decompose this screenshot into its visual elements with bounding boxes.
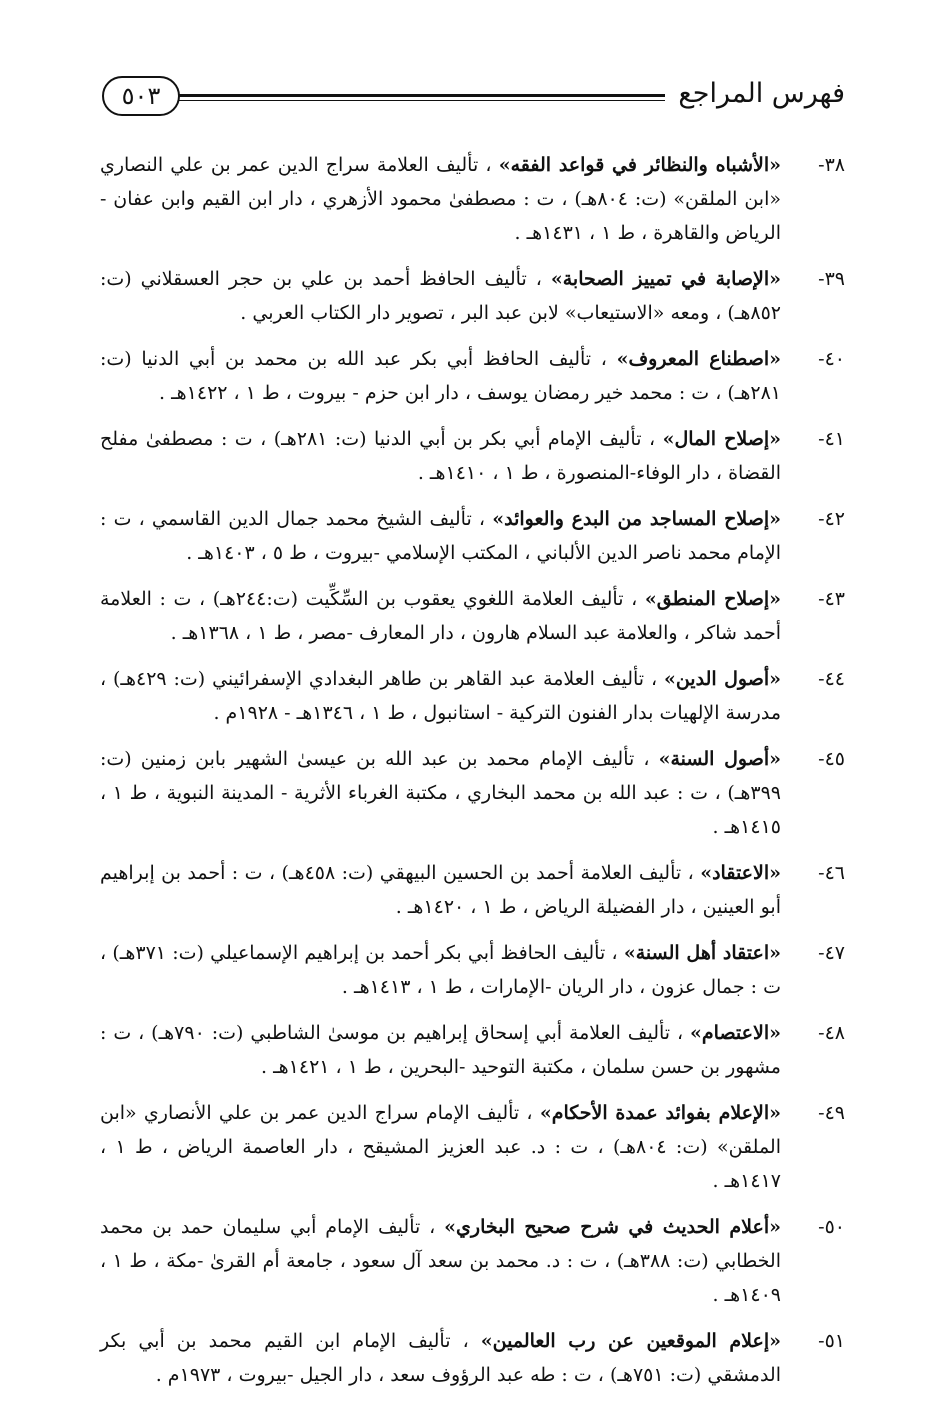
- entry-text: [100, 1210, 781, 1312]
- entry-text: [100, 262, 781, 330]
- reference-entry: [100, 148, 845, 250]
- entry-details: ، تأليف العلامة عبد القاهر بن طاهر البغدادي الإسفرائيني (ت: ٤٢٩هـ) ، مدرسة الإلهيات بدار الفنون التركية - استانبول ، ط ١ ، ١٣٤٦هـ - ١٩٢٨م .: [100, 668, 781, 724]
- entry-title: «إصلاح المنطق»: [644, 588, 781, 610]
- entry-title: «الإعلام بفوائد عمدة الأحكام»: [539, 1102, 781, 1124]
- entry-title: «الاعتصام»: [690, 1022, 781, 1044]
- reference-entry: [100, 742, 845, 844]
- reference-entry: [100, 502, 845, 570]
- entry-title: «إصلاح المال»: [662, 428, 782, 450]
- entry-number: ٥١-: [818, 1330, 845, 1352]
- reference-entry: [100, 936, 845, 1004]
- entry-number: ٤٥-: [818, 748, 845, 770]
- reference-entry: [100, 1016, 845, 1084]
- entry-text: [100, 502, 781, 570]
- entry-details: ، تأليف الإمام ابن القيم محمد بن أبي بكر الدمشقي (ت: ٧٥١هـ) ، ت : طه عبد الرؤوف سعد ، دار الجيل -بيروت ، ١٩٧٣م .: [100, 1330, 781, 1386]
- entry-text: [100, 742, 781, 844]
- entry-number: ٤١-: [818, 428, 845, 450]
- entry-text: [100, 582, 781, 650]
- header-title: فهرس المراجع: [678, 78, 845, 109]
- entry-text: [100, 1096, 781, 1198]
- entry-number: ٤٢-: [818, 508, 845, 530]
- entry-title: «الأشباه والنظائر في قواعد الفقه»: [498, 154, 781, 176]
- entry-details: ، تأليف العلامة اللغوي يعقوب بن السِّكِّيت (ت:٢٤٤هـ) ، ت : العلامة أحمد شاكر ، والعلامة عبد السلام هارون ، دار المعارف -مصر ، ط ١ ، ١٣٦٨هـ .: [100, 588, 781, 644]
- reference-entry: [100, 342, 845, 410]
- entry-text: [100, 422, 781, 490]
- entry-number: ٣٨-: [818, 154, 845, 176]
- entry-number: ٣٩-: [818, 268, 845, 290]
- entry-details: ، تأليف العلامة أبي إسحاق إبراهيم بن موسىٰ الشاطبي (ت: ٧٩٠هـ) ، ت : مشهور بن حسن سلمان ، مكتبة التوحيد -البحرين ، ط ١ ، ١٤٢١هـ .: [100, 1022, 781, 1078]
- reference-entry: [100, 422, 845, 490]
- reference-entry: [100, 856, 845, 924]
- reference-entry: [100, 662, 845, 730]
- entry-details: ، تأليف الإمام محمد بن عبد الله بن عيسىٰ الشهير بابن زمنين (ت: ٣٩٩هـ) ، ت : عبد الله بن محمد البخاري ، مكتبة الغرباء الأثرية - المدينة النبوية ، ط ١ ، ١٤١٥هـ .: [100, 748, 782, 838]
- entry-details: ، تأليف العلامة سراج الدين عمر بن علي النصاري «ابن الملقن» (ت: ٨٠٤هـ) ، ت : مصطفىٰ محمود الأزهري ، دار ابن القيم وابن عفان - الرياض والقاهرة ، ط ١ ، ١٤٣١هـ .: [100, 154, 781, 244]
- entry-text: [100, 1016, 781, 1084]
- page-header: [100, 70, 845, 120]
- entry-title: «اعتقاد أهل السنة»: [623, 942, 781, 964]
- entry-title: «اصطناع المعروف»: [616, 348, 781, 370]
- entry-details: ، تأليف الإمام أبي سليمان حمد بن محمد الخطابي (ت: ٣٨٨هـ) ، ت : د. محمد بن سعد آل سعود ، جامعة أم القرىٰ -مكة ، ط ١ ، ١٤٠٩هـ .: [100, 1216, 781, 1306]
- entry-text: [100, 662, 781, 730]
- header-rule: [170, 94, 665, 101]
- entry-title: «أصول السنة»: [658, 748, 781, 770]
- entry-number: ٤٩-: [818, 1102, 845, 1124]
- entry-title: «أعلام الحديث في شرح صحيح البخاري»: [444, 1216, 781, 1238]
- entry-title: «إصلاح المساجد من البدع والعوائد»: [492, 508, 781, 530]
- entry-details: ، تأليف الإمام أبي بكر بن أبي الدنيا (ت: ٢٨١هـ) ، ت : مصطفىٰ مفلح القضاة ، دار الوفاء-المنصورة ، ط ١ ، ١٤١٠هـ .: [100, 428, 781, 484]
- entry-details: ، تأليف الحافظ أبي بكر أحمد بن إبراهيم الإسماعيلي (ت: ٣٧١هـ) ، ت : جمال عزون ، دار الريان -الإمارات ، ط ١ ، ١٤١٣هـ .: [100, 942, 781, 998]
- entry-text: [100, 856, 781, 924]
- entry-text: [100, 1324, 781, 1392]
- entry-number: ٤٦-: [818, 862, 845, 884]
- entry-number: ٤٣-: [818, 588, 845, 610]
- entry-details: ، تأليف الحافظ أحمد بن علي بن حجر العسقلاني (ت: ٨٥٢هـ) ، ومعه «الاستيعاب» لابن عبد البر ، تصوير دار الكتاب العربي .: [100, 268, 781, 324]
- reference-list: [100, 148, 845, 1404]
- entry-number: ٤٨-: [818, 1022, 845, 1044]
- page-number: ٥٠٣: [102, 76, 180, 116]
- entry-details: ، تأليف الإمام سراج الدين عمر بن علي الأنصاري «ابن الملقن» (ت: ٨٠٤هـ) ، ت : د. عبد العزيز المشيقح ، دار العاصمة الرياض ، ط ١ ، ١٤١٧هـ .: [100, 1102, 782, 1192]
- entry-title: «الإصابة في تمييز الصحابة»: [550, 268, 781, 290]
- entry-details: ، تأليف العلامة أحمد بن الحسين البيهقي (ت: ٤٥٨هـ) ، ت : أحمد بن إبراهيم أبو العينين ، دار الفضيلة الرياض ، ط ١ ، ١٤٢٠هـ .: [100, 862, 781, 918]
- entry-title: «أصول الدين»: [663, 668, 781, 690]
- reference-entry: [100, 1210, 845, 1312]
- entry-title: «إعلام الموقعين عن رب العالمين»: [480, 1330, 782, 1352]
- entry-details: ، تأليف الشيخ محمد جمال الدين القاسمي ، ت : الإمام محمد ناصر الدين الألباني ، المكتب الإسلامي -بيروت ، ط ٥ ، ١٤٠٣هـ .: [100, 508, 781, 564]
- entry-text: [100, 936, 781, 1004]
- entry-number: ٥٠-: [818, 1216, 845, 1238]
- entry-number: ٤٤-: [818, 668, 845, 690]
- reference-entry: [100, 1096, 845, 1198]
- entry-text: [100, 148, 781, 250]
- reference-entry: [100, 1324, 845, 1392]
- entry-number: ٤٠-: [818, 348, 845, 370]
- reference-entry: [100, 262, 845, 330]
- entry-details: ، تأليف الحافظ أبي بكر عبد الله بن محمد بن أبي الدنيا (ت: ٢٨١هـ) ، ت : محمد خير رمضان يوسف ، دار ابن حزم - بيروت ، ط ١ ، ١٤٢٢هـ .: [100, 348, 781, 404]
- entry-text: [100, 342, 781, 410]
- entry-title: «الاعتقاد»: [700, 862, 781, 884]
- reference-entry: [100, 582, 845, 650]
- entry-number: ٤٧-: [818, 942, 845, 964]
